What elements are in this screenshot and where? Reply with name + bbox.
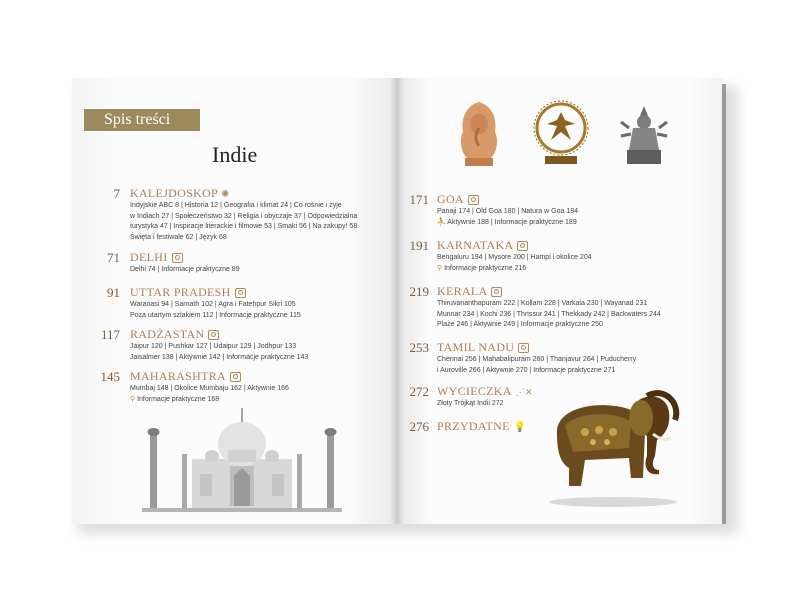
camera-icon bbox=[518, 343, 529, 353]
toc-line: Złoty Trójkąt Indii 272 bbox=[437, 400, 504, 407]
page-number: 276 bbox=[409, 419, 429, 434]
section-lines bbox=[437, 207, 578, 228]
left-page bbox=[72, 78, 397, 524]
route-icon: ⋰✕ bbox=[515, 387, 533, 397]
toc-line: Jaipur 120 | Pushkar 127 | Udaipur 129 | Jodhpur 133 bbox=[130, 343, 297, 350]
toc-ribbon: Spis treści bbox=[84, 109, 200, 131]
section-lines bbox=[130, 342, 308, 363]
toc-line: Chennai 256 | Mahabalipuram 260 | Thanjavur 264 | Puducherry bbox=[437, 356, 637, 363]
toc-line: ⛹ Aktywnie 188 | Informacje praktyczne 189 bbox=[437, 218, 577, 226]
camera-icon bbox=[517, 241, 528, 251]
section-lines bbox=[437, 253, 592, 274]
page-number: 272 bbox=[409, 384, 429, 399]
nataraja-statue bbox=[531, 98, 591, 170]
toc-line: Święta i festiwale 62 | Język 68 bbox=[130, 233, 227, 241]
section-title: KARNATAKA bbox=[437, 238, 528, 253]
section-title: UTTAR PRADESH bbox=[130, 285, 246, 300]
section-title: MAHARASHTRA bbox=[130, 369, 241, 384]
section-lines bbox=[130, 201, 357, 243]
page-number: 171 bbox=[409, 192, 429, 207]
toc-line: Indyjskie ABC 8 | Historia 12 | Geografia i klimat 24 | Co rośnie i żyje bbox=[130, 202, 342, 209]
camera-icon bbox=[235, 288, 246, 298]
page-number: 145 bbox=[100, 369, 120, 384]
section-title: RADŻASTAN bbox=[130, 327, 219, 342]
mandala-icon: ✺ bbox=[220, 189, 230, 200]
page-number: 71 bbox=[107, 250, 120, 265]
page-number: 191 bbox=[409, 238, 429, 253]
toc-line: Jaisalmer 138 | Aktywnie 142 | Informacje praktyczne 143 bbox=[130, 353, 309, 361]
page-number: 219 bbox=[409, 284, 429, 299]
book-title: Indie bbox=[212, 142, 258, 167]
section-title: KALEJDOSKOP ✺ bbox=[130, 186, 230, 200]
section-lines bbox=[130, 300, 301, 321]
toc-line: Delhi 74 | Informacje praktyczne 89 bbox=[130, 266, 240, 273]
page-number: 7 bbox=[113, 186, 120, 201]
section-title: TAMIL NADU bbox=[437, 340, 529, 355]
section-title: GOA bbox=[437, 192, 479, 207]
book-gutter bbox=[390, 78, 404, 524]
taj-mahal-illustration bbox=[142, 404, 342, 514]
camera-icon bbox=[230, 372, 241, 382]
page-number: 253 bbox=[409, 340, 429, 355]
activity-icon: ⛹ bbox=[437, 218, 446, 226]
toc-line: Waranasi 94 | Sarnath 102 | Agra i Fatehpur Sikri 105 bbox=[130, 301, 296, 308]
camera-icon bbox=[468, 195, 479, 205]
section-title: PRZYDATNE 💡 bbox=[437, 419, 527, 433]
toc-line: Mumbaj 148 | Okolice Mumbaju 162 | Aktywnie 166 bbox=[130, 385, 289, 392]
lightbulb-icon: 💡 bbox=[513, 422, 527, 433]
section-lines bbox=[437, 399, 504, 410]
toc-line: ⚲ Informacje praktyczne 168 bbox=[130, 395, 220, 403]
toc-line: Bengaluru 194 | Mysore 200 | Hampi i okolice 204 bbox=[437, 254, 592, 261]
info-pin-icon: ⚲ bbox=[437, 264, 443, 272]
toc-line: Poza utartym szlakiem 112 | Informacje praktyczne 115 bbox=[130, 311, 301, 319]
section-lines bbox=[130, 265, 240, 276]
toc-line: Munnar 234 | Kochi 236 | Thrissur 241 | Thekkady 242 | Backwaters 244 bbox=[437, 310, 661, 318]
section-lines bbox=[437, 355, 636, 376]
toc-line: Thiruvananthapuram 222 | Kollam 228 | Varkala 230 | Wayanad 231 bbox=[437, 300, 648, 307]
toc-line: Panaji 174 | Old Goa 180 | Natura w Goa 184 bbox=[437, 208, 579, 215]
ganesha-statue bbox=[457, 100, 501, 170]
section-lines bbox=[437, 299, 661, 331]
section-title: DELHI bbox=[130, 250, 183, 265]
camera-icon bbox=[491, 287, 502, 297]
lakshmi-statue bbox=[619, 102, 669, 170]
toc-line: i Auroville 266 | Aktywnie 270 | Informacje praktyczne 271 bbox=[437, 366, 616, 374]
page-number: 91 bbox=[107, 285, 120, 300]
section-title: WYCIECZKA ⋰✕ bbox=[437, 384, 533, 398]
toc-line: turystyka 47 | Inspiracje literackie i filmowe 53 | Smaki 56 | Na zakupy! 58 bbox=[130, 223, 358, 230]
toc-line: w Indiach 27 | Społeczeństwo 32 | Religia i obyczaje 37 | Odpowiedzialna bbox=[130, 212, 358, 220]
open-book bbox=[72, 78, 722, 524]
camera-icon bbox=[172, 253, 183, 263]
section-title: KERALA bbox=[437, 284, 502, 299]
page-number: 117 bbox=[100, 327, 120, 342]
right-page bbox=[397, 78, 722, 524]
elephant-statue bbox=[535, 374, 685, 508]
info-pin-icon: ⚲ bbox=[130, 395, 136, 403]
section-lines bbox=[130, 384, 289, 405]
toc-line: Plaże 246 | Aktywnie 249 | Informacje praktyczne 250 bbox=[437, 321, 603, 328]
toc-line: ⚲ Informacje praktyczne 216 bbox=[437, 264, 527, 272]
camera-icon bbox=[208, 330, 219, 340]
